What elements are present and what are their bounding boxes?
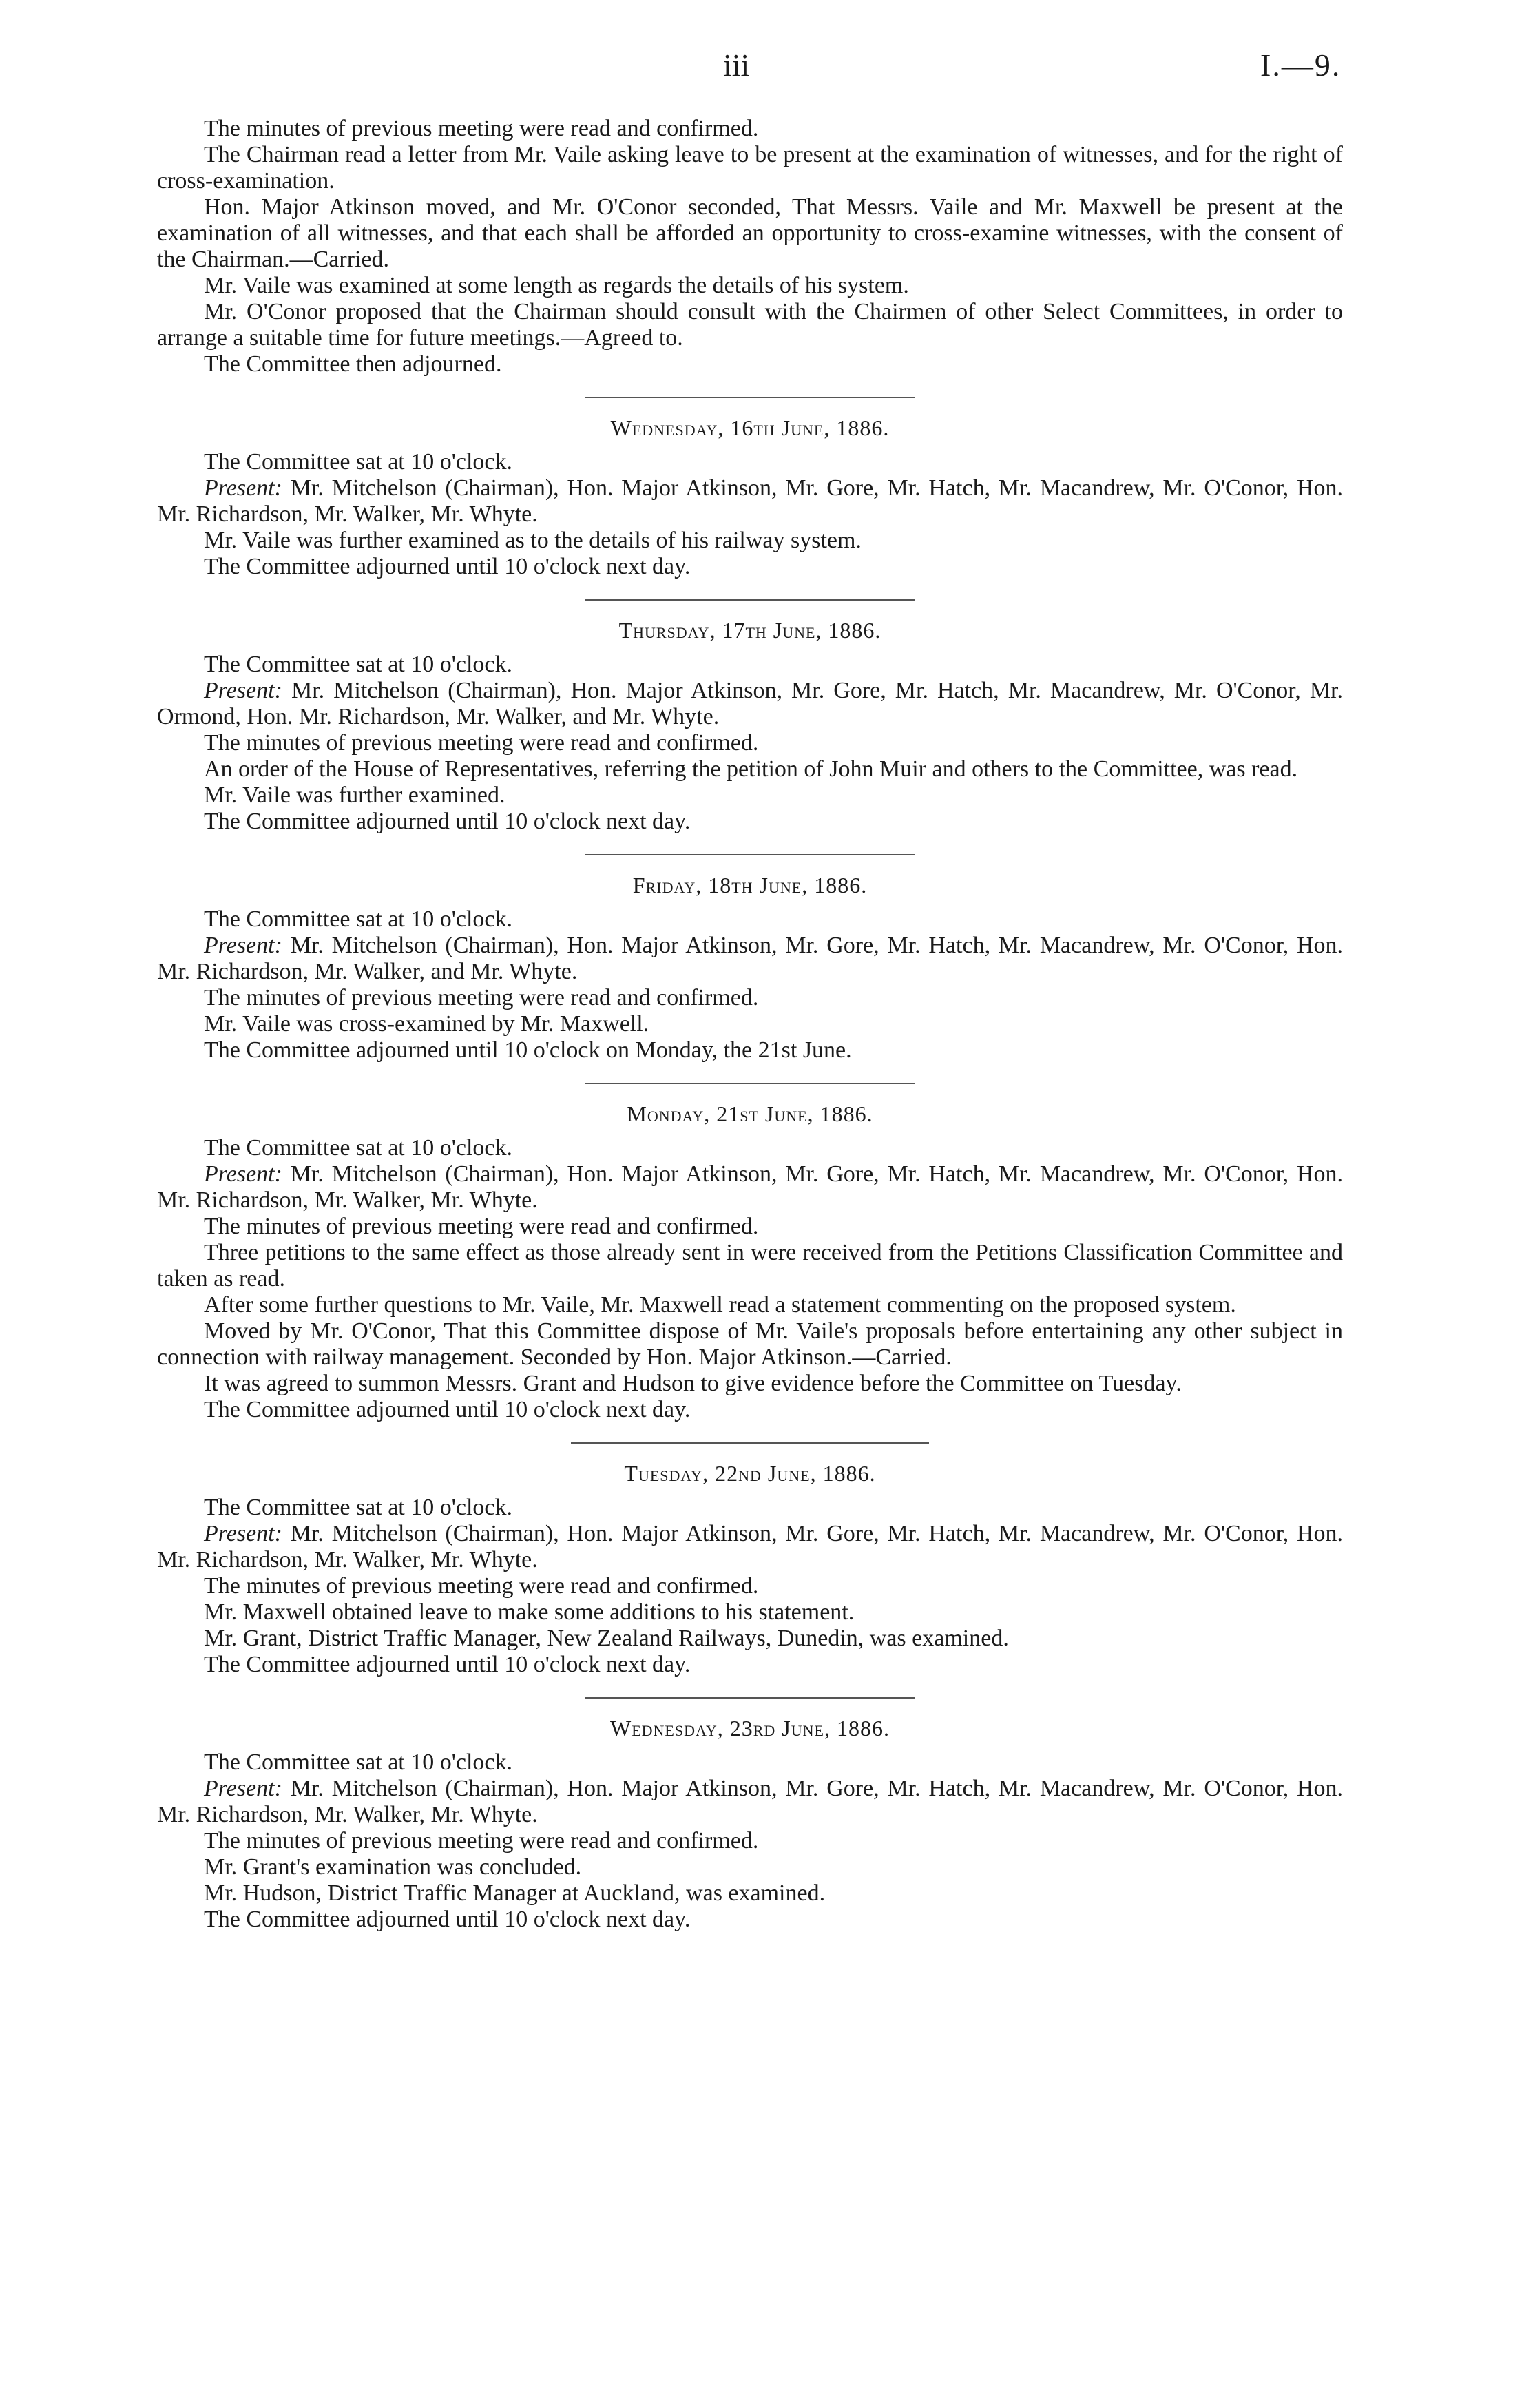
meeting-date-heading: Tuesday, 22nd June, 1886. (624, 1461, 876, 1486)
meeting-section (157, 617, 1343, 835)
sitting-time: The Committee sat at 10 o'clock. (204, 1135, 513, 1161)
present-label: Present: (204, 678, 282, 703)
present-label: Present: (204, 933, 282, 958)
present-list: Mr. Mitchelson (Chairman), Hon. Major Atkinson, Mr. Gore, Mr. Hatch, Mr. Macandrew, Mr. O'Conor, Hon. Mr. Richardson, Mr. Walker, and Mr. Whyte. (157, 933, 1343, 984)
paragraph: The Committee adjourned until 10 o'clock next day. (204, 1397, 691, 1422)
paragraph: Mr. Vaile was cross-examined by Mr. Maxwell. (204, 1011, 649, 1037)
paragraph: Mr. Vaile was further examined as to the details of his railway system. (204, 528, 862, 553)
present-list: Mr. Mitchelson (Chairman), Hon. Major Atkinson, Mr. Gore, Mr. Hatch, Mr. Macandrew, Mr. O'Conor, Hon. Mr. Richardson, Mr. Walker, Mr. Whyte. (157, 1776, 1343, 1827)
meeting-section (157, 1715, 1343, 1933)
paragraph: Moved by Mr. O'Conor, That this Committee dispose of Mr. Vaile's proposals before entertaining any other subject in connection with railway management. Seconded by Hon. Major Atkinson.—Carried. (157, 1318, 1343, 1370)
present-list: Mr. Mitchelson (Chairman), Hon. Major Atkinson, Mr. Gore, Mr. Hatch, Mr. Macandrew, Mr. O'Conor, Hon. Mr. Richardson, Mr. Walker, Mr. Whyte. (157, 1521, 1343, 1573)
paragraph: Mr. Vaile was further examined. (204, 782, 505, 808)
paragraph: The Committee adjourned until 10 o'clock next day. (204, 1652, 691, 1677)
present-label: Present: (204, 1521, 282, 1546)
meeting-date-heading: Friday, 18th June, 1886. (632, 873, 868, 897)
paragraph: The minutes of previous meeting were read and confirmed. (204, 1214, 759, 1239)
paragraph: The Committee adjourned until 10 o'clock next day. (204, 809, 691, 834)
paragraph: Mr. O'Conor proposed that the Chairman should consult with the Chairmen of other Select Committees, in order to arrange a suitable time for future meetings.—Agreed to. (157, 299, 1343, 351)
present-members (157, 475, 1343, 528)
meeting-date-heading: Wednesday, 23rd June, 1886. (610, 1716, 890, 1741)
paragraph: Mr. Grant's examination was concluded. (204, 1854, 582, 1880)
meeting-section (157, 872, 1343, 1063)
sitting-time: The Committee sat at 10 o'clock. (204, 652, 513, 677)
present-label: Present: (204, 1161, 282, 1187)
paragraph: An order of the House of Representatives, referring the petition of John Muir and others to the Committee, was read. (204, 756, 1298, 782)
present-list: Mr. Mitchelson (Chairman), Hon. Major Atkinson, Mr. Gore, Mr. Hatch, Mr. Macandrew, Mr. O'Conor, Mr. Ormond, Hon. Mr. Richardson, Mr. Walker, and Mr. Whyte. (157, 678, 1343, 729)
paragraph: After some further questions to Mr. Vaile, Mr. Maxwell read a statement commenting on the proposed system. (204, 1292, 1236, 1318)
paragraph: The minutes of previous meeting were read and confirmed. (204, 985, 759, 1010)
section-divider (585, 1697, 915, 1699)
sitting-time: The Committee sat at 10 o'clock. (204, 906, 513, 932)
paragraph: It was agreed to summon Messrs. Grant and Hudson to give evidence before the Committee on Tuesday. (204, 1371, 1182, 1396)
minutes-body (157, 116, 1343, 1933)
meeting-section (157, 1101, 1343, 1423)
meeting-section (157, 1460, 1343, 1678)
paragraph: Three petitions to the same effect as those already sent in were received from the Petitions Classification Committee and taken as read. (157, 1240, 1343, 1291)
present-members (157, 1161, 1343, 1214)
paragraph: Mr. Hudson, District Traffic Manager at Auckland, was examined. (204, 1880, 826, 1906)
section-divider (585, 397, 915, 398)
intro-section (157, 116, 1343, 377)
paragraph: The Committee adjourned until 10 o'clock next day. (204, 1907, 691, 1932)
page-header (0, 47, 1513, 102)
present-list: Mr. Mitchelson (Chairman), Hon. Major Atkinson, Mr. Gore, Mr. Hatch, Mr. Macandrew, Mr. O'Conor, Hon. Mr. Richardson, Mr. Walker, Mr. Whyte. (157, 475, 1343, 527)
meeting-date-heading: Thursday, 17th June, 1886. (618, 618, 881, 643)
paragraph: Mr. Vaile was examined at some length as regards the details of his system. (204, 273, 909, 298)
paragraph: Mr. Maxwell obtained leave to make some additions to his statement. (204, 1599, 855, 1625)
meeting-date-heading: Monday, 21st June, 1886. (627, 1101, 873, 1126)
sitting-time: The Committee sat at 10 o'clock. (204, 449, 513, 475)
paragraph: The Chairman read a letter from Mr. Vaile asking leave to be present at the examination of witnesses, and for the right of cross-examination. (157, 142, 1343, 194)
paragraph: The Committee adjourned until 10 o'clock on Monday, the 21st June. (204, 1037, 852, 1063)
section-divider (585, 854, 915, 855)
present-members (157, 1776, 1343, 1828)
section-divider (585, 1083, 915, 1084)
document-reference: I.—9. (1260, 48, 1342, 83)
section-divider (571, 1442, 929, 1444)
meeting-date-heading: Wednesday, 16th June, 1886. (610, 415, 890, 440)
present-label: Present: (204, 475, 282, 501)
meeting-section (157, 415, 1343, 580)
present-members (157, 1521, 1343, 1573)
present-members (157, 933, 1343, 985)
section-divider (585, 599, 915, 601)
paragraph: The Committee adjourned until 10 o'clock next day. (204, 554, 691, 579)
paragraph: The minutes of previous meeting were read and confirmed. (204, 1828, 759, 1854)
paragraph: The minutes of previous meeting were read and confirmed. (204, 116, 759, 141)
paragraph: The minutes of previous meeting were read and confirmed. (204, 1573, 759, 1599)
paragraph: Mr. Grant, District Traffic Manager, New Zealand Railways, Dunedin, was examined. (204, 1626, 1009, 1651)
paragraph: The Committee then adjourned. (204, 351, 502, 377)
present-label: Present: (204, 1776, 282, 1801)
page-number: iii (723, 48, 750, 83)
present-list: Mr. Mitchelson (Chairman), Hon. Major Atkinson, Mr. Gore, Mr. Hatch, Mr. Macandrew, Mr. O'Conor, Hon. Mr. Richardson, Mr. Walker, Mr. Whyte. (157, 1161, 1343, 1213)
paragraph: The minutes of previous meeting were read and confirmed. (204, 730, 759, 756)
sitting-time: The Committee sat at 10 o'clock. (204, 1750, 513, 1775)
sitting-time: The Committee sat at 10 o'clock. (204, 1495, 513, 1520)
present-members (157, 678, 1343, 730)
paragraph: Hon. Major Atkinson moved, and Mr. O'Conor seconded, That Messrs. Vaile and Mr. Maxwell be present at the examination of all witnesses, and that each shall be afforded an opportunity to cross-examine witnesses, with the consent of the Chairman.—Carried. (157, 194, 1343, 272)
